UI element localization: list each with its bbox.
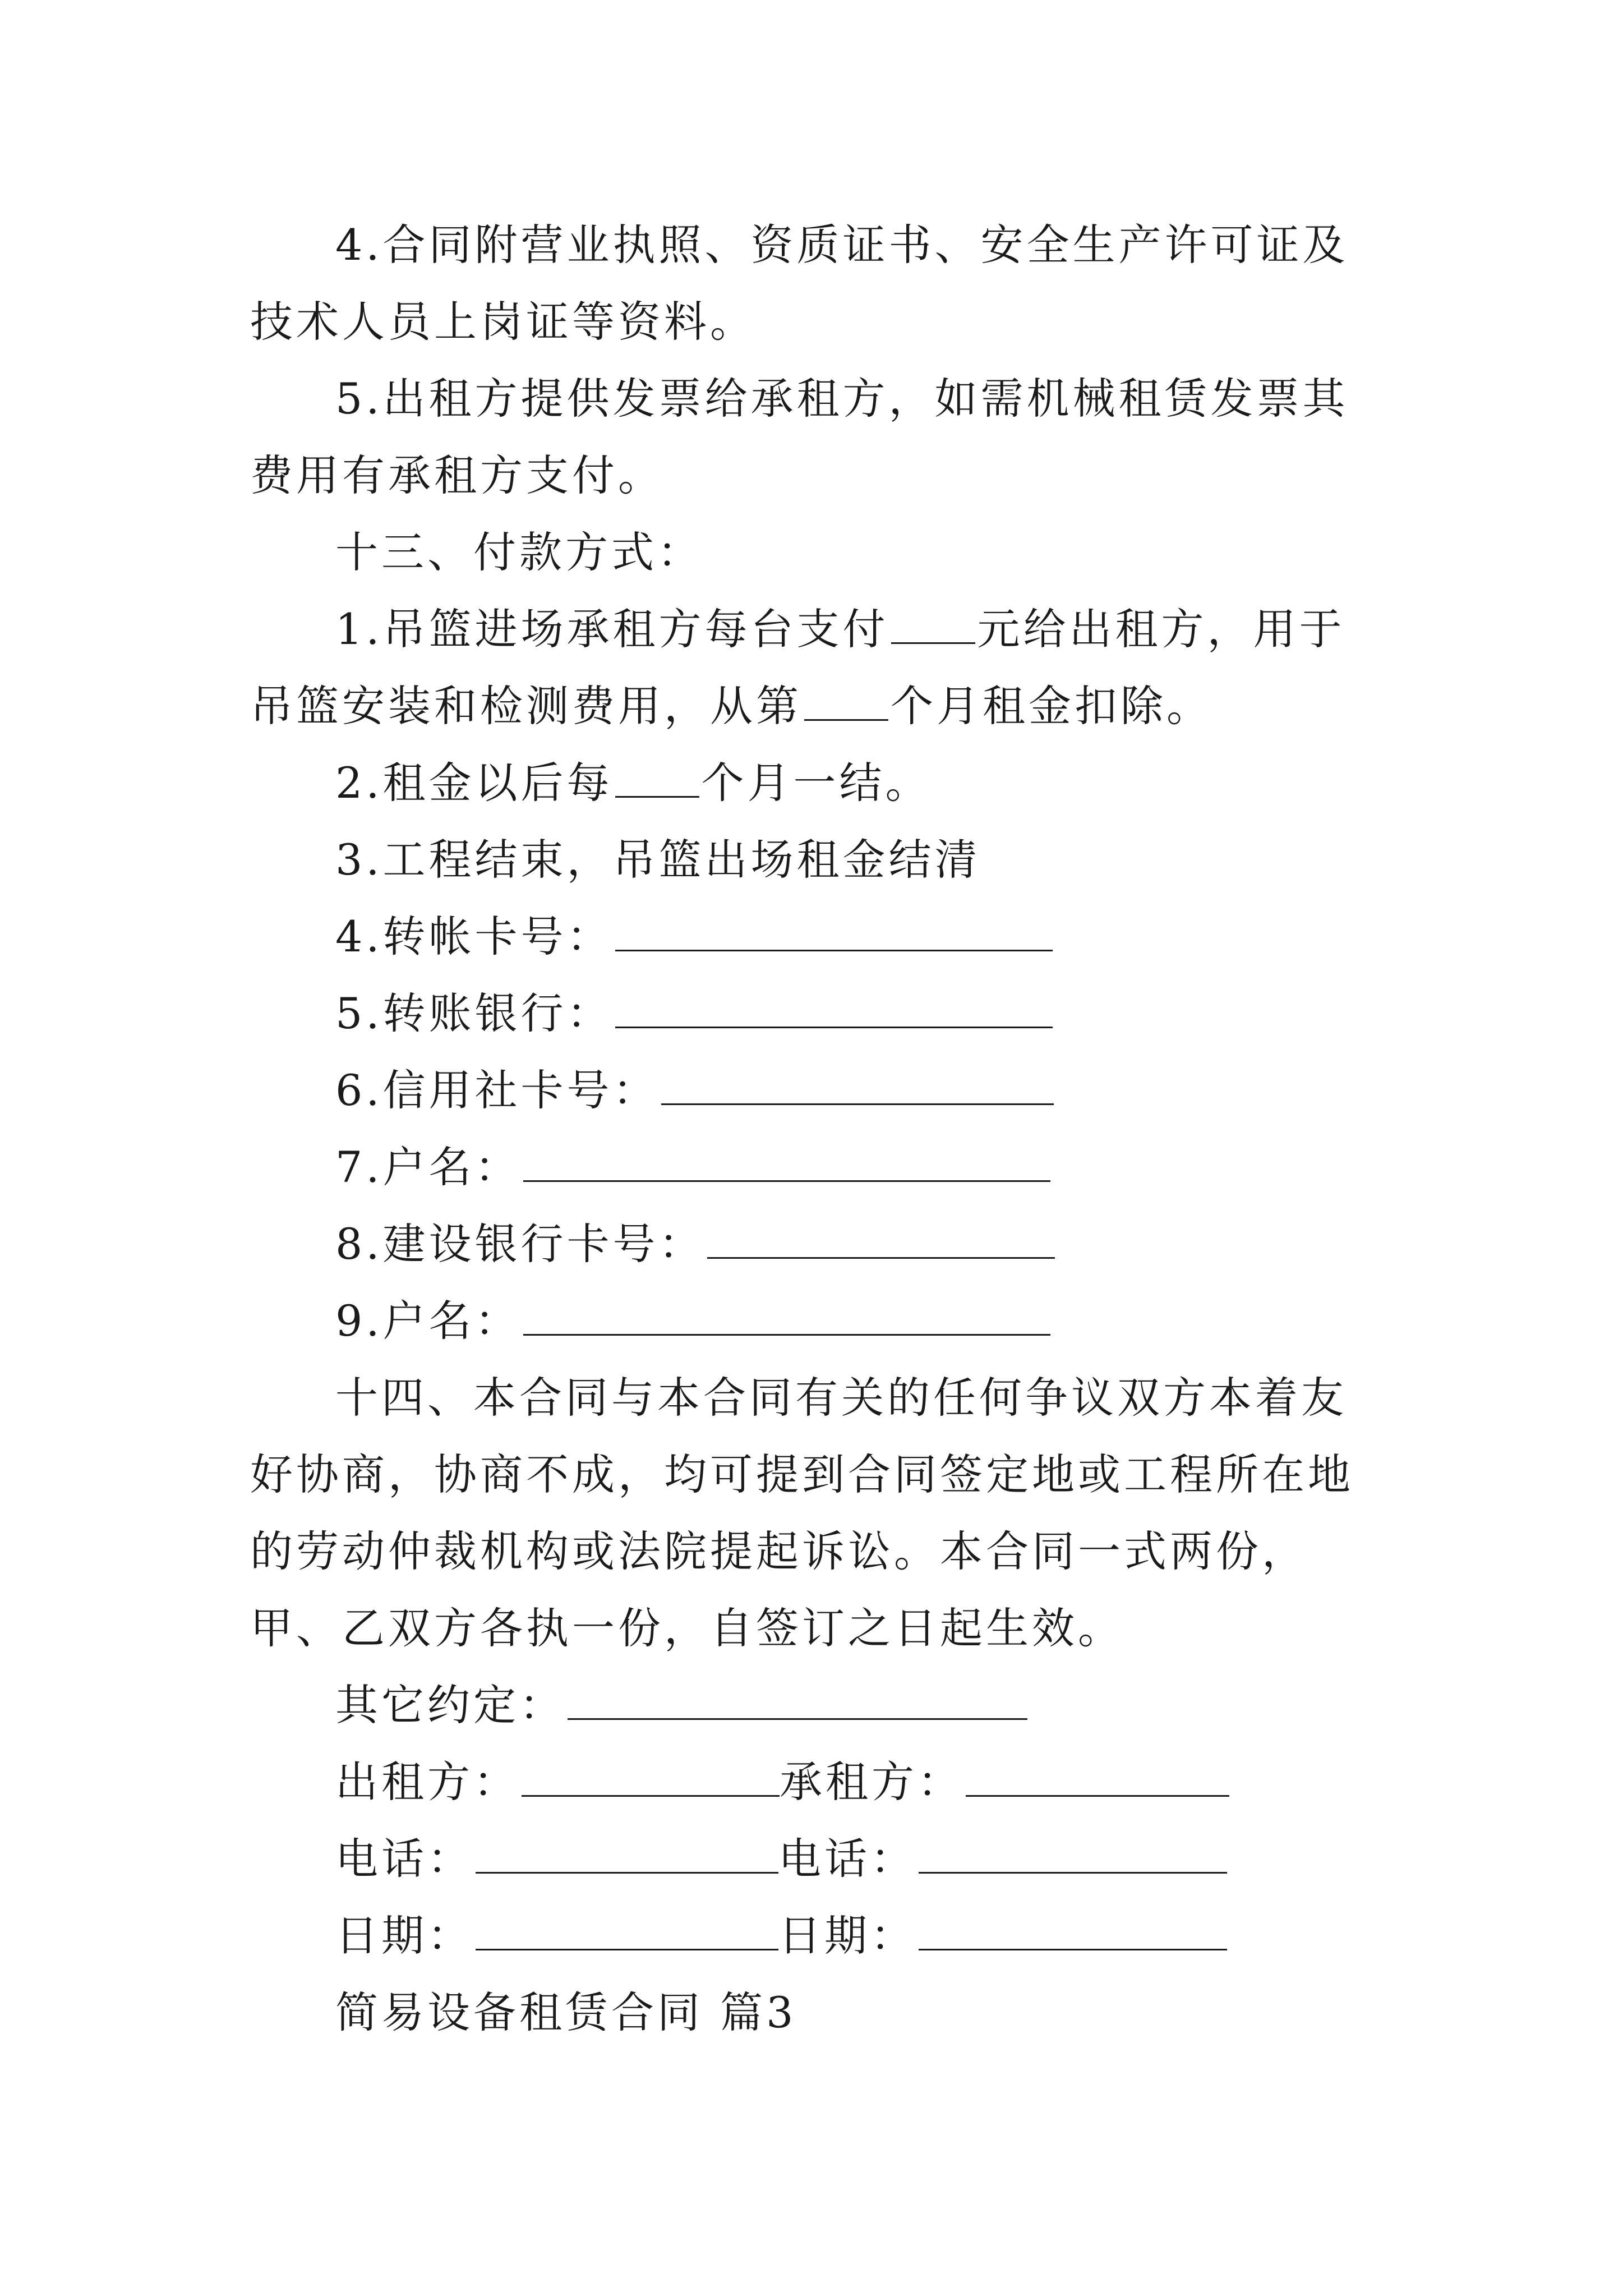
lessor-date-input-line[interactable] xyxy=(476,1915,778,1950)
field-input-line[interactable] xyxy=(615,993,1053,1028)
field-ccb-card xyxy=(335,1205,1055,1282)
signature-row-date xyxy=(335,1897,1227,1974)
lessor-phone-input-line[interactable] xyxy=(476,1838,778,1874)
next-contract-title: 简易设备租赁合同 篇3 xyxy=(335,1987,797,2037)
lessee-date-label: 日期： xyxy=(778,1911,916,1961)
section-13-item-3: 3.工程结束，吊篮出场租金结清 xyxy=(335,835,981,885)
section-14 xyxy=(250,1359,1383,1667)
item-1-text-c: 个月租金扣除。 xyxy=(891,681,1212,731)
item-1-text-b: 元给出租方，用于吊篮安装和检测费用，从第 xyxy=(250,604,1345,731)
item-2-text-a: 2.租金以后每 xyxy=(335,758,613,808)
signature-row-party xyxy=(335,1743,1229,1820)
clause-4 xyxy=(250,206,1383,360)
section-13-heading: 十三、付款方式： xyxy=(335,527,703,577)
field-label: 7.户名： xyxy=(335,1142,521,1192)
field-account-name-2 xyxy=(335,1282,1050,1359)
section-14-text: 十四、本合同与本合同有关的任何争议双方本着友好协商，协商不成，均可提到合同签定地或工程所在地的劳动仲裁机构或法院提起诉讼。本合同一式两份，甲、乙双方各执一份，自签订之日起生效。 xyxy=(250,1373,1354,1653)
field-label: 9.户名： xyxy=(335,1296,521,1346)
clause-5-text: 5.出租方提供发票给承租方，如需机械租赁发票其费用有承租方支付。 xyxy=(250,374,1349,500)
blank-field[interactable] xyxy=(804,685,888,721)
field-label: 6.信用社卡号： xyxy=(335,1065,659,1115)
lessee-input-line[interactable] xyxy=(966,1761,1229,1797)
lessee-phone-input-line[interactable] xyxy=(919,1838,1227,1874)
lessee-label: 承租方： xyxy=(780,1757,963,1807)
clause-5 xyxy=(250,360,1383,514)
field-account-name-1 xyxy=(335,1129,1050,1205)
field-label: 8.建设银行卡号： xyxy=(335,1219,705,1269)
field-label: 5.转账银行： xyxy=(335,988,613,1038)
clause-4-text: 4.合同附营业执照、资质证书、安全生产许可证及技术人员上岗证等资料。 xyxy=(250,220,1349,347)
field-input-line[interactable] xyxy=(707,1223,1055,1259)
blank-field[interactable] xyxy=(615,762,699,798)
field-label: 4.转帐卡号： xyxy=(335,912,613,961)
field-input-line[interactable] xyxy=(523,1147,1050,1182)
section-13-item-1 xyxy=(250,591,1383,744)
field-input-line[interactable] xyxy=(615,916,1053,951)
signature-row-phone xyxy=(335,1820,1227,1897)
item-1-text-a: 1.吊篮进场承租方每台支付 xyxy=(335,604,889,654)
lessor-label: 出租方： xyxy=(335,1757,519,1807)
field-transfer-bank xyxy=(335,975,1053,1052)
field-label: 其它约定： xyxy=(335,1680,565,1730)
section-13-item-2 xyxy=(335,744,932,821)
field-input-line[interactable] xyxy=(661,1070,1054,1105)
item-2-text-b: 个月一结。 xyxy=(701,758,932,808)
lessor-phone-label: 电话： xyxy=(335,1834,473,1884)
blank-field[interactable] xyxy=(891,609,975,644)
field-transfer-card xyxy=(335,898,1053,975)
field-other-agreements xyxy=(335,1667,1027,1743)
lessee-phone-label: 电话： xyxy=(778,1834,916,1884)
lessee-date-input-line[interactable] xyxy=(919,1915,1227,1950)
field-input-line[interactable] xyxy=(523,1300,1050,1336)
lessor-date-label: 日期： xyxy=(335,1911,473,1961)
field-input-line[interactable] xyxy=(568,1685,1027,1720)
lessor-input-line[interactable] xyxy=(522,1761,780,1797)
field-credit-union-card xyxy=(335,1052,1054,1129)
